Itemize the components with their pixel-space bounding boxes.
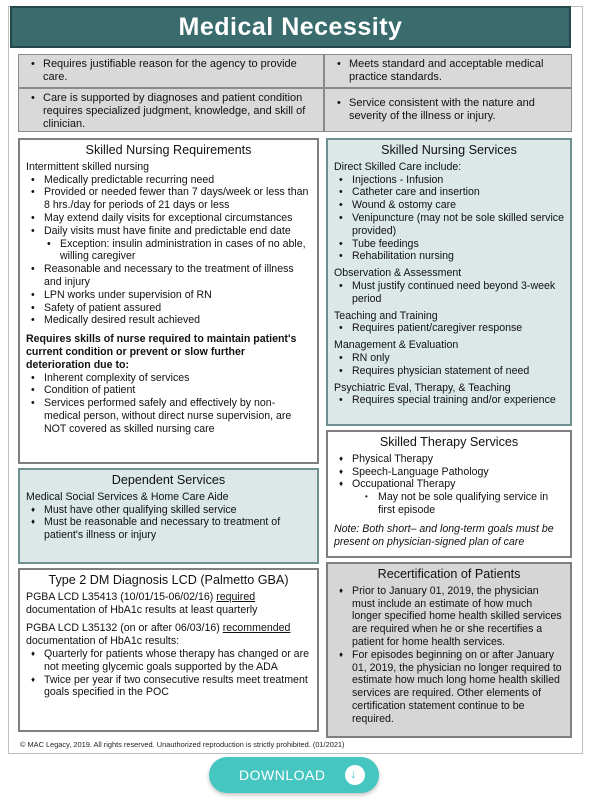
skilled-nursing-services-box [326, 138, 572, 426]
list-item: ♦ Must be reasonable and necessary to treatment of patient's illness or injury [44, 516, 311, 542]
list-item: • Requires physician statement of need [352, 365, 564, 378]
list-item: ♦ Must have other qualifying skilled service [44, 504, 311, 517]
paragraph [26, 622, 311, 648]
list-item: • May extend daily visits for exceptional circumstances [44, 212, 311, 225]
list-item: ♦ Speech-Language Pathology [352, 466, 564, 479]
paragraph [26, 591, 311, 617]
recertification-box [326, 562, 572, 738]
list-item: • Tube feedings [352, 238, 564, 251]
dependent-services-box [18, 468, 319, 564]
list-item: • Wound & ostomy care [352, 199, 564, 212]
page-title: Medical Necessity [10, 6, 571, 48]
copyright-footer: © MAC Legacy, 2019. All rights reserved. Unauthorized reproduction is strictly prohibited. (01/2021) [20, 740, 345, 749]
list-item: • Injections - Infusion [352, 174, 564, 187]
label-suffix: include: [421, 160, 462, 173]
list-item: • Venipuncture (may not be sole skilled service provided) [352, 212, 564, 238]
lcd-text: documentation of HbA1c results: [26, 635, 180, 648]
emphasis-text: required [216, 590, 256, 603]
criteria-text: • Requires justifiable reason for the agency to provide care. [43, 58, 318, 84]
list-item: • Safety of patient assured [44, 302, 311, 315]
criteria-text: • Meets standard and acceptable medical practice standards. [349, 58, 566, 84]
subsection-label: Management & Evaluation [334, 339, 459, 352]
skilled-therapy-services-box [326, 430, 572, 558]
type2-dm-lcd-box [18, 568, 319, 732]
subsection-label: Requires skills of nurse required to maintain patient's current condition or prevent or slow further deterioration due to: [26, 333, 297, 371]
criteria-cell [18, 88, 324, 132]
subsection-label: Observation & Assessment [334, 267, 462, 280]
list-item: ♦ Occupational Therapy [352, 478, 564, 491]
list-item: ♦ Physical Therapy [352, 453, 564, 466]
list-item: • Medically desired result achieved [44, 314, 311, 327]
subsection-label: Teaching and Training [334, 309, 438, 322]
list-item: • RN only [352, 352, 564, 365]
criteria-text: • Care is supported by diagnoses and patient condition requires specialized judgment, knowledge, and skill of clinician. [43, 92, 318, 131]
list-item: • Must justify continued need beyond 3-week period [352, 280, 564, 306]
subsection-label: Medical Social Services & Home Care Aide [26, 490, 229, 503]
section-heading: Dependent Services [111, 473, 226, 487]
emphasis-text: recommended [222, 622, 291, 635]
criteria-cell [324, 88, 572, 132]
subsection-label: Intermittent skilled nursing [26, 160, 150, 173]
list-item: • Provided or needed fewer than 7 days/week or less than 8 hrs./day for periods of 21 days or less [44, 186, 311, 212]
list-item: • Requires patient/caregiver response [352, 322, 564, 335]
list-item: • Reasonable and necessary to the treatment of illness and injury [44, 263, 311, 289]
note-text: Note: Both short– and long-term goals must be present on physician-signed plan of care [334, 522, 554, 548]
section-heading: Skilled Nursing Services [381, 143, 517, 157]
list-item: • Medically predictable recurring need [44, 174, 311, 187]
section-heading: Recertification of Patients [377, 567, 521, 581]
download-button[interactable] [209, 757, 379, 793]
skilled-nursing-requirements-box [18, 138, 319, 464]
list-item: • Condition of patient [44, 384, 311, 397]
lcd-text: PGBA LCD L35132 (on or after 06/03/16) [26, 622, 223, 635]
lcd-text: PGBA LCD L35413 (10/01/15-06/02/16) [26, 590, 217, 603]
direct-skilled-care-label: Direct Skilled Care [334, 160, 422, 173]
criteria-cell [18, 54, 324, 88]
criteria-text: • Service consistent with the nature and severity of the illness or injury. [349, 97, 566, 123]
list-item: • Catheter care and insertion [352, 186, 564, 199]
list-item: ♦ For episodes beginning on or after January 01, 2019, the physician no longer required to estimate how much long home health skilled services are required. Other elements of certification statement continue to be required. [352, 649, 564, 726]
download-icon [345, 765, 365, 785]
list-item: • Exception: insulin administration in cases of no able, willing caregiver [60, 238, 311, 264]
list-item: • Requires special training and/or experience [352, 394, 564, 407]
lcd-text: documentation of HbA1c results at least quarterly [26, 603, 258, 616]
criteria-cell [324, 54, 572, 88]
download-label: DOWNLOAD [239, 767, 326, 783]
section-heading: Skilled Therapy Services [379, 435, 519, 449]
section-heading: Skilled Nursing Requirements [85, 143, 252, 157]
subsection-label [334, 161, 564, 174]
subsection-label: Psychiatric Eval, Therapy, & Teaching [334, 381, 511, 394]
list-item: ♦ Quarterly for patients whose therapy has changed or are not meeting glycemic goals supported by the ADA [44, 648, 311, 674]
medical-necessity-criteria [18, 54, 572, 130]
list-item: • May not be sole qualifying service in first episode [378, 491, 564, 517]
list-item: • Daily visits must have finite and predictable end date [44, 225, 311, 238]
section-heading: Type 2 DM Diagnosis LCD (Palmetto GBA) [48, 573, 289, 587]
list-item: • Inherent complexity of services [44, 372, 311, 385]
list-item: ♦ Prior to January 01, 2019, the physician must include an estimate of how much longer specified home health skilled services are required when he or she recertifies a patient for home health services. [352, 585, 564, 649]
list-item: ♦ Twice per year if two consecutive results meet treatment goals specified in the POC [44, 674, 311, 700]
list-item: • LPN works under supervision of RN [44, 289, 311, 302]
list-item: • Services performed safely and effectively by non-medical person, without direct nurse supervision, are NOT covered as skilled nursing care [44, 397, 311, 435]
list-item: • Rehabilitation nursing [352, 250, 564, 263]
